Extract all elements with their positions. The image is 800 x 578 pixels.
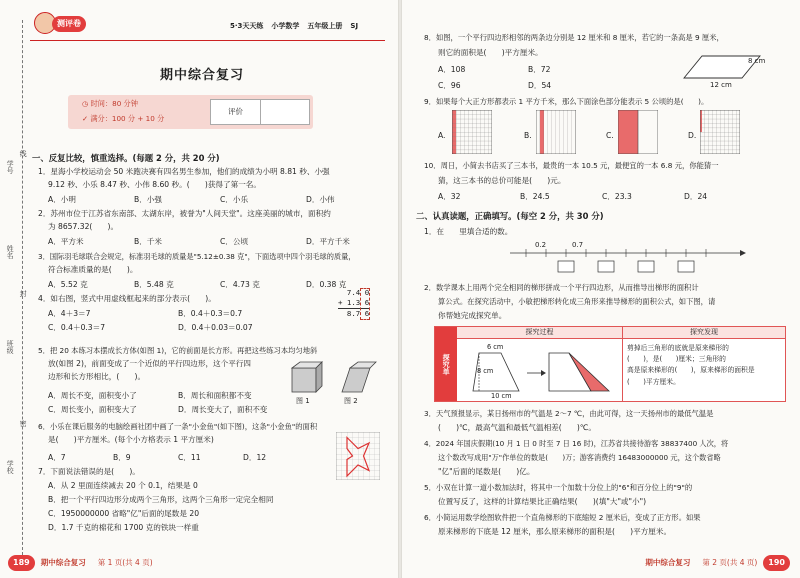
right-page-number: 190 bbox=[763, 555, 790, 571]
explore-sheet bbox=[434, 326, 786, 402]
time-limit: ◷ 时间：80 分钟 bbox=[82, 99, 138, 108]
q9-option-c[interactable]: C. bbox=[606, 131, 614, 140]
q4-calc-row1: 7.4 0 bbox=[346, 288, 370, 297]
edition-name: SJ bbox=[350, 22, 359, 30]
grade-name: 五年级上册 bbox=[307, 22, 343, 30]
q5-option-d[interactable]: D．周长变大了，面积不变 bbox=[178, 405, 268, 414]
q3-option-b[interactable]: B．5.48 克 bbox=[134, 280, 174, 289]
q4-options-row1 bbox=[48, 308, 242, 319]
q10-options bbox=[438, 191, 707, 202]
right-page bbox=[402, 0, 800, 578]
binding-mark-seal: 封 bbox=[19, 290, 28, 297]
q10-option-c[interactable]: C．23.3 bbox=[602, 192, 632, 201]
q9-square-b bbox=[536, 110, 576, 154]
explore-finding-2: ( )，是( )厘米；三角形的 bbox=[627, 355, 726, 364]
q9-option-d[interactable]: D. bbox=[688, 131, 697, 140]
q5-options-row1 bbox=[48, 390, 252, 401]
q1-option-b[interactable]: B．小强 bbox=[134, 195, 162, 204]
q7-option-a[interactable]: A．从 2 里面连续减去 20 个 0.1，结果是 0 bbox=[48, 481, 198, 490]
q3-line2: 符合标准质量的是( )。 bbox=[48, 265, 138, 274]
q10-option-a[interactable]: A．32 bbox=[438, 192, 461, 201]
q5-figures bbox=[290, 360, 380, 398]
logo-badge: 测评卷 bbox=[52, 16, 86, 32]
q5-line1: 5．把 20 本练习本摆成长方体(如图 1)，它的前面是长方形。再把这些练习本均匀地斜 bbox=[38, 346, 318, 355]
q6-line2: 是( )平方厘米。(每个小方格表示 1 平方厘米) bbox=[48, 435, 214, 444]
q10-line1: 10．周日，小简去书店买了三本书，最贵的一本 10.5 元，最便宜的一本 6.8 元，你能猜一 bbox=[424, 161, 719, 170]
q2-option-a[interactable]: A．平方米 bbox=[48, 237, 84, 246]
q4-dashed-frame bbox=[360, 288, 370, 320]
q4-option-a[interactable]: A．4＋3＝7 bbox=[48, 309, 91, 318]
q8-option-b[interactable]: B．72 bbox=[528, 65, 551, 74]
evaluation-field[interactable] bbox=[261, 100, 309, 124]
left-page-number: 189 bbox=[8, 555, 35, 571]
full-score-text: 满分：100 分 + 10 分 bbox=[90, 114, 165, 123]
q6-option-b[interactable]: B．9 bbox=[113, 453, 131, 462]
q1-option-c[interactable]: C．小乐 bbox=[220, 195, 249, 204]
section-2-title: 二、认真读题，正确填写。(每空 2 分，共 30 分) bbox=[416, 211, 604, 221]
section-1-title: 一、反复比较，慎重选择。(每题 2 分，共 20 分) bbox=[32, 153, 220, 163]
q6-options bbox=[48, 452, 266, 463]
q10-option-d[interactable]: D．24 bbox=[684, 192, 708, 201]
q10-option-b[interactable]: B．24.5 bbox=[520, 192, 550, 201]
left-footer-page: 第 1 页(共 4 页) bbox=[97, 557, 153, 567]
q2-line2: 为 8657.32( )。 bbox=[48, 222, 119, 231]
q2-line1: 2．苏州市位于江苏省东南部、太湖东岸，被誉为"人间天堂"。这座美丽的城市，面积约 bbox=[38, 209, 331, 218]
q10-line2: 猜，这三本书的总价可能是( )元。 bbox=[438, 176, 566, 185]
q4-options-row2 bbox=[48, 322, 253, 333]
right-footer-page: 第 2 页(共 4 页) bbox=[702, 557, 758, 567]
explore-findings bbox=[627, 343, 755, 388]
q6-goldfish-grid bbox=[336, 432, 380, 480]
q5-line2: 放(如图 2)，前面变成了一个近似的平行四边形，这个平行四 bbox=[48, 359, 252, 368]
explore-sheet-label: 探究单 bbox=[435, 327, 457, 401]
f3-line2: ( )℃，最高气温和最低气温相差( )℃。 bbox=[438, 423, 596, 432]
explore-col-process: 探究过程 bbox=[457, 327, 623, 339]
binding-label-school: 学校 bbox=[6, 460, 15, 474]
explore-finding-1: 剪掉后三角形的底就是原来梯形的 bbox=[627, 344, 729, 352]
f2-line3: 你帮她完成探究单。 bbox=[438, 311, 507, 320]
f1-tick-0-7: 0.7 bbox=[572, 241, 584, 249]
q8-options-row1 bbox=[438, 64, 550, 75]
right-footer bbox=[639, 554, 790, 572]
f4-line2: 这个数改写成用"万"作单位的数是( )万；游客消费约 16483000000 元，这个数省略 bbox=[438, 453, 721, 462]
q9-square-d bbox=[700, 110, 740, 154]
explore-col-finding: 探究发现 bbox=[623, 327, 785, 339]
q3-option-c[interactable]: C．4.73 克 bbox=[220, 280, 260, 289]
q7-option-c[interactable]: C．1950000000 省略"亿"后面的尾数是 20 bbox=[48, 509, 200, 518]
explore-dim-6cm: 6 cm bbox=[487, 343, 504, 351]
f5-line2: 位置写反了，这样的计算结果比正确结果( )(填"大"或"小") bbox=[438, 497, 647, 506]
q9-line: 9．如果每个大正方形都表示 1 平方千米，那么下面涂色部分能表示 5 公顷的是( )。 bbox=[424, 97, 709, 106]
info-panel bbox=[68, 95, 313, 129]
left-footer-title: 期中综合复习 bbox=[40, 557, 86, 567]
q6-option-c[interactable]: C．11 bbox=[178, 453, 201, 462]
evaluation-box bbox=[210, 99, 310, 125]
q5-fig1-label: 图 1 bbox=[296, 397, 310, 405]
q1-line1: 1．星海小学校运动会 50 米跑决赛有四名男生参加，他们的成绩为小明 8.81 秒、小强 bbox=[38, 167, 330, 176]
q5-option-b[interactable]: B．周长和面积都不变 bbox=[178, 391, 252, 400]
q2-option-b[interactable]: B．千米 bbox=[134, 237, 162, 246]
f1-line: 1．在 里填合适的数。 bbox=[424, 227, 513, 236]
explore-dim-10cm: 10 cm bbox=[491, 392, 512, 400]
q3-line1: 3．国际羽毛球联合会规定，标准羽毛球的质量是"5.12±0.38 克"，下面选项中四个羽毛球的质量， bbox=[38, 252, 356, 261]
q2-option-c[interactable]: C．公顷 bbox=[220, 237, 249, 246]
q9-option-a[interactable]: A. bbox=[438, 131, 446, 140]
binding-mark-secret: 密 bbox=[19, 420, 28, 427]
q5-options-row2 bbox=[48, 404, 267, 415]
q4-line: 4．如右图，竖式中用虚线框起来的部分表示( )。 bbox=[38, 294, 216, 303]
f4-line3: "亿"后面的尾数是( )亿。 bbox=[438, 467, 535, 476]
left-footer bbox=[8, 554, 159, 572]
q8-side-8cm: 8 cm bbox=[748, 57, 766, 65]
q5-option-a[interactable]: A．周长不变，面积变小了 bbox=[48, 391, 137, 400]
time-limit-text: 时间：80 分钟 bbox=[90, 99, 138, 108]
q7-line: 7．下面说法错误的是( )。 bbox=[38, 467, 140, 476]
q8-line1: 8．如图，一个平行四边形相邻的两条边分别是 12 厘米和 8 厘米，若它的一条高是 9 厘米， bbox=[424, 33, 724, 42]
q8-options-row2 bbox=[438, 80, 551, 91]
series-name: 5·3天天练 bbox=[230, 22, 264, 30]
q2-option-d[interactable]: D．平方千米 bbox=[306, 237, 350, 246]
q1-option-a[interactable]: A．小明 bbox=[48, 195, 76, 204]
q6-option-a[interactable]: A．7 bbox=[48, 453, 66, 462]
q4-option-b[interactable]: B．0.4＋0.3＝0.7 bbox=[178, 309, 243, 318]
full-score: ✓ 满分：100 分 + 10 分 bbox=[82, 114, 165, 123]
subject-name: 小学数学 bbox=[271, 22, 300, 30]
page-title: 期中综合复习 bbox=[160, 68, 245, 83]
right-footer-title: 期中综合复习 bbox=[645, 557, 691, 567]
binding-label-name: 姓名 bbox=[6, 245, 15, 259]
q1-line2: 9.12 秒、小乐 8.47 秒、小伟 8.60 秒。( )获得了第一名。 bbox=[48, 180, 261, 189]
f1-tick-0-2: 0.2 bbox=[535, 241, 547, 249]
f2-line1: 2．数学课本上用两个完全相同的梯形拼成一个平行四边形，从而推导出梯形的面积计 bbox=[424, 283, 699, 292]
binding-label-id: 学号 bbox=[6, 160, 15, 174]
q8-line2: 则它的面积是( )平方厘米。 bbox=[438, 48, 543, 57]
q3-option-d[interactable]: D．0.38 克 bbox=[306, 280, 347, 289]
f3-line1: 3．天气预报显示，某日扬州市的气温是 2～7 ℃，由此可得，这一天扬州市的最低气温是 bbox=[424, 409, 714, 418]
explore-finding-3: 高是原来梯形的( )，原来梯形的面积是 bbox=[627, 366, 755, 375]
left-page bbox=[0, 0, 398, 578]
q6-line1: 6．小乐在课后服务的电脑绘画社团中画了一条"小金鱼"(如下图)，这条"小金鱼"的面积 bbox=[38, 422, 318, 431]
f5-line1: 5．小双在计算一道小数加法时，将其中一个加数十分位上的"6"和百分位上的"9"的 bbox=[424, 483, 693, 492]
q2-options bbox=[48, 236, 350, 247]
q4-calc-row3: 8.7 6 bbox=[346, 308, 370, 318]
q4-option-d[interactable]: D．0.4＋0.03＝0.07 bbox=[178, 323, 253, 332]
binding-mark-line: 线 bbox=[19, 150, 28, 157]
q3-options bbox=[48, 279, 346, 290]
q7-option-b[interactable]: B．把一个平行四边形分成两个三角形，这两个三角形一定完全相同 bbox=[48, 495, 274, 504]
q6-option-d[interactable]: D．12 bbox=[243, 453, 267, 462]
q8-side-12cm: 12 cm bbox=[710, 81, 732, 89]
explore-divider bbox=[622, 339, 623, 401]
figure-2-slanted-stack bbox=[342, 362, 376, 392]
series-header bbox=[230, 21, 358, 31]
q1-option-d[interactable]: D．小伟 bbox=[306, 195, 335, 204]
f4-line1: 4．2024 年国庆假期(10 月 1 日 0 时至 7 日 16 时)，江苏省共接待游客 38837400 人次，将 bbox=[424, 439, 729, 448]
explore-finding-4: ( )平方厘米。 bbox=[627, 377, 680, 386]
evaluation-label: 评价 bbox=[211, 100, 261, 124]
q9-square-a bbox=[452, 110, 492, 154]
f6-line2: 原来梯形的下底是 12 厘米，那么原来梯形的面积是( )平方厘米。 bbox=[438, 527, 672, 536]
q8-option-d[interactable]: D．54 bbox=[528, 81, 552, 90]
header-rule bbox=[30, 40, 385, 41]
q1-options bbox=[48, 194, 335, 205]
q8-option-c[interactable]: C．96 bbox=[438, 81, 461, 90]
f2-line2: 算公式。在探究活动中，小敏把梯形转化成三角形来推导梯形的面积公式，如下图，请 bbox=[438, 297, 716, 306]
figure-1-book-stack bbox=[292, 362, 322, 392]
q5-option-c[interactable]: C．周长变小，面积变大了 bbox=[48, 405, 137, 414]
explore-dim-8cm: 8 cm bbox=[477, 367, 494, 375]
q7-option-d[interactable]: D．1.7 千克的棉花和 1700 克的铁块一样重 bbox=[48, 523, 199, 532]
q4-option-c[interactable]: C．0.4＋0.3＝7 bbox=[48, 323, 106, 332]
q3-option-a[interactable]: A．5.52 克 bbox=[48, 280, 88, 289]
q8-option-a[interactable]: A．108 bbox=[438, 65, 466, 74]
q5-fig2-label: 图 2 bbox=[344, 397, 358, 405]
q4-calc-row2: + 1.3 6 bbox=[338, 297, 370, 307]
f6-line1: 6．小简运用数学绘图软件把一个直角梯形的下底缩短 2 厘米后，变成了正方形。如果 bbox=[424, 513, 701, 522]
q9-option-b[interactable]: B. bbox=[524, 131, 532, 140]
q5-line3: 边形和长方形相比，( )。 bbox=[48, 372, 146, 381]
q9-square-c bbox=[618, 110, 658, 154]
binding-label-class: 班级 bbox=[6, 340, 15, 354]
